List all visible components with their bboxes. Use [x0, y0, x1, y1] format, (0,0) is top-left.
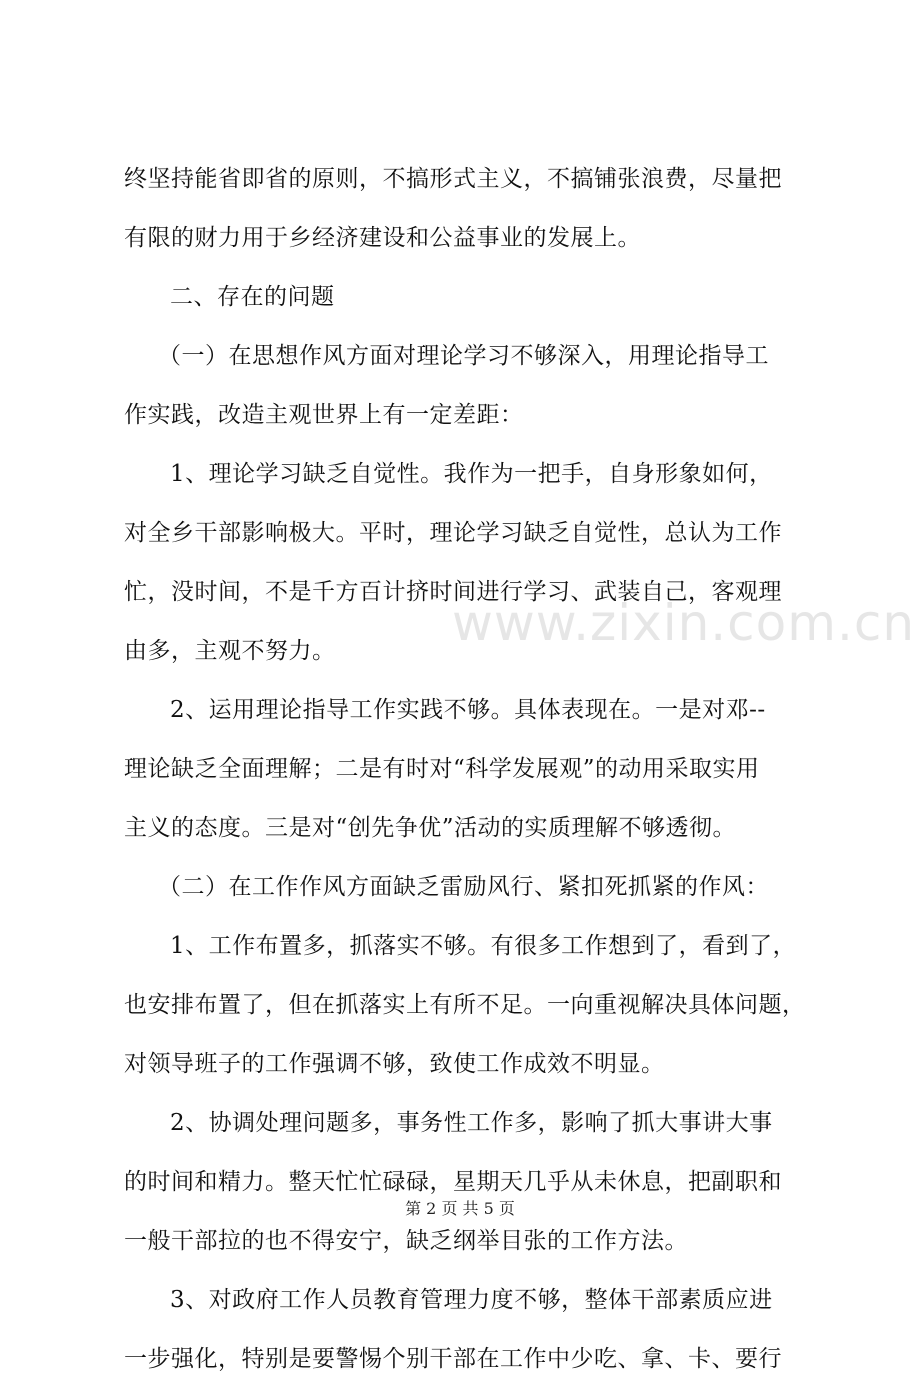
- text-line: 对领导班子的工作强调不够，致使工作成效不明显。: [124, 1051, 665, 1077]
- text-line: 一步强化，特别是要警惕个别干部在工作中少吃、拿、卡、要行: [124, 1346, 782, 1372]
- text-line: 作实践，改造主观世界上有一定差距：: [124, 402, 524, 428]
- text-line: 终坚持能省即省的原则，不搞形式主义，不搞铺张浪费，尽量把: [124, 166, 782, 192]
- text-line: （二）在工作作风方面缺乏雷励风行、紧扣死抓紧的作风：: [158, 874, 769, 900]
- text-line: 3、对政府工作人员教育管理力度不够，整体干部素质应进: [170, 1287, 773, 1313]
- text-line: 1、理论学习缺乏自觉性。我作为一把手，自身形象如何，: [170, 461, 773, 487]
- text-line: 2、协调处理问题多，事务性工作多，影响了抓大事讲大事: [170, 1110, 773, 1136]
- text-line: 二、存在的问题: [170, 284, 335, 310]
- text-line: 忙，没时间，不是千方百计挤时间进行学习、武装自己，客观理: [124, 579, 782, 605]
- text-line: 也安排布置了，但在抓落实上有所不足。一向重视解决具体问题，: [124, 992, 806, 1018]
- text-line: 一般干部拉的也不得安宁，缺乏纲举目张的工作方法。: [124, 1228, 688, 1254]
- text-line: 主义的态度。三是对“创先争优”活动的实质理解不够透彻。: [124, 815, 737, 841]
- text-line: 由多，主观不努力。: [124, 638, 336, 664]
- text-line: 的时间和精力。整天忙忙碌碌，星期天几乎从未休息，把副职和: [124, 1169, 782, 1195]
- text-line: 1、工作布置多，抓落实不够。有很多工作想到了，看到了，: [170, 933, 797, 959]
- text-line: （一）在思想作风方面对理论学习不够深入，用理论指导工: [158, 343, 769, 369]
- text-line: 理论缺乏全面理解；二是有时对“科学发展观”的动用采取实用: [124, 756, 760, 782]
- document-body: [124, 150, 814, 1389]
- text-line: 有限的财力用于乡经济建设和公益事业的发展上。: [124, 225, 641, 251]
- page-footer: 第 2 页 共 5 页: [405, 1199, 515, 1218]
- text-line: 2、运用理论指导工作实践不够。具体表现在。一是对邓--: [170, 697, 766, 723]
- text-line: 对全乡干部影响极大。平时，理论学习缺乏自觉性，总认为工作: [124, 520, 782, 546]
- watermark: www.zixin.com.cn: [452, 594, 916, 652]
